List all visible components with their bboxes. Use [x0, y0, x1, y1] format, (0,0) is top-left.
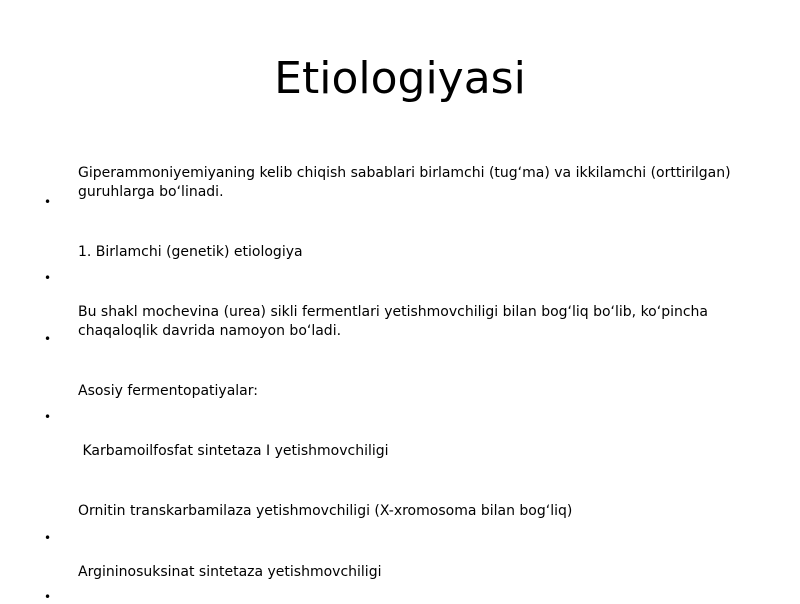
bullet-marker: •: [44, 271, 52, 285]
bullet-marker: •: [44, 410, 52, 424]
paragraph-ass-deficiency: Argininosuksinat sintetaza yetishmovchiligi: [78, 564, 382, 580]
paragraph-otc-deficiency: Ornitin transkarbamilaza yetishmovchiligi (X-xromosoma bilan bog‘liq): [78, 503, 573, 519]
slide-title: Etiologiyasi: [274, 53, 526, 104]
paragraph-primary-heading: 1. Birlamchi (genetik) etiologiya: [78, 244, 303, 260]
bullet-marker: •: [44, 332, 52, 346]
paragraph-primary-description: Bu shakl mochevina (urea) sikli fermentlari yetishmovchiligi bilan bog‘liq bo‘lib, ko‘pincha chaqaloqlik davrida namoyon bo‘ladi.: [78, 304, 708, 339]
paragraph-enzymopathies-heading: Asosiy fermentopatiyalar:: [78, 383, 258, 399]
bullet-marker: •: [44, 531, 52, 545]
bullet-marker: •: [44, 590, 52, 604]
bullet-marker: •: [44, 195, 52, 209]
paragraph-intro: Giperammoniyemiyaning kelib chiqish sabablari birlamchi (tug‘ma) va ikkilamchi (orttirilgan) guruhlarga bo‘linadi.: [78, 165, 731, 200]
paragraph-cps1-deficiency: Karbamoilfosfat sintetaza I yetishmovchiligi: [78, 443, 389, 459]
